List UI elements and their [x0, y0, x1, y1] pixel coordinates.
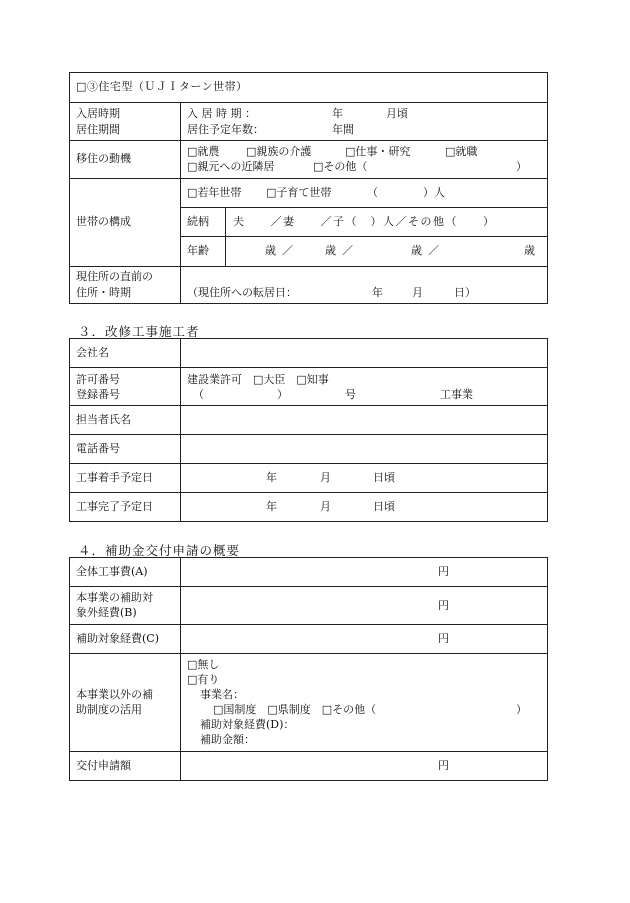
- row-divider: [69, 140, 548, 141]
- age-unit-2: 歳: [325, 244, 336, 257]
- relocation-month: 月: [412, 286, 423, 299]
- age-slash-3: ／: [428, 244, 439, 257]
- age-slash-1: ／: [282, 244, 293, 257]
- end-year: 年: [266, 500, 277, 513]
- move-in-month: 月頃: [386, 107, 408, 120]
- age-label: 年齢: [187, 244, 209, 257]
- row-divider: [180, 207, 548, 208]
- age-unit-3: 歳: [411, 244, 422, 257]
- row-divider: [69, 434, 548, 435]
- total-cost-label: 全体工事費(A): [76, 565, 148, 578]
- excluded-cost-yen: 円: [438, 599, 449, 612]
- column-divider: [180, 557, 181, 781]
- other-program-label-2: 助制度の活用: [76, 703, 142, 716]
- section3-heading: ３．改修工事施工者: [78, 324, 200, 339]
- start-year: 年: [266, 471, 277, 484]
- project-name-label: 事業名：: [200, 688, 244, 701]
- permit-number-unit: 号: [345, 388, 356, 401]
- motive-job-checkbox[interactable]: □就職: [445, 145, 478, 158]
- end-date-label: 工事完了予定日: [76, 500, 153, 513]
- relocation-day: 日）: [454, 286, 476, 299]
- other-yes-checkbox[interactable]: □有り: [187, 673, 220, 686]
- column-divider: [180, 102, 181, 304]
- column-divider: [180, 338, 181, 522]
- row-divider: [69, 405, 548, 406]
- relation-text: 夫 ／妻 ／子（ ）人／その他（ ）: [233, 215, 496, 228]
- age-unit-1: 歳: [265, 244, 276, 257]
- row-divider: [69, 624, 548, 625]
- registration-number-label: 登録番号: [76, 388, 120, 401]
- residence-period-label: 居住期間: [76, 123, 120, 136]
- request-amount-yen: 円: [438, 759, 449, 772]
- age-slash-2: ／: [342, 244, 353, 257]
- end-day: 日頃: [373, 500, 395, 513]
- move-in-year: 年: [332, 107, 343, 120]
- excluded-cost-label-2: 象外経費(B): [76, 606, 137, 619]
- row-divider: [69, 751, 548, 752]
- contact-person-label: 担当者氏名: [76, 413, 131, 426]
- row-divider: [69, 463, 548, 464]
- other-none-checkbox[interactable]: □無し: [187, 658, 220, 671]
- child-household-checkbox[interactable]: □子育て世帯: [266, 186, 332, 199]
- young-household-checkbox[interactable]: □若年世帯: [187, 186, 242, 199]
- permit-close-paren: ）: [277, 388, 288, 401]
- motive-farming-checkbox[interactable]: □就農: [187, 145, 220, 158]
- previous-address-label: 現住所の直前の: [76, 270, 153, 283]
- phone-label: 電話番号: [76, 442, 120, 455]
- end-month: 月: [320, 500, 331, 513]
- motive-care-checkbox[interactable]: □親族の介護: [246, 145, 312, 158]
- previous-address-label-2: 住所・時期: [76, 286, 131, 299]
- relation-label: 続柄: [187, 215, 209, 228]
- move-in-date-text: 入 居 時 期 ：: [187, 107, 256, 120]
- permit-open-paren: （: [193, 388, 204, 401]
- residence-years-text: 居住予定年数：: [187, 123, 264, 136]
- age-unit-4: 歳: [524, 244, 535, 257]
- row-divider: [69, 367, 548, 368]
- excluded-cost-label: 本事業の補助対: [76, 591, 153, 604]
- motive-other-checkbox[interactable]: □その他（: [313, 160, 368, 173]
- row-divider: [69, 102, 548, 103]
- start-date-label: 工事着手予定日: [76, 471, 153, 484]
- motive-work-checkbox[interactable]: □仕事・研究: [345, 145, 411, 158]
- household-persons: ）人: [423, 186, 445, 199]
- request-amount-label: 交付申請額: [76, 759, 131, 772]
- residence-years-unit: 年間: [332, 123, 354, 136]
- section4-heading: ４．補助金交付申請の概要: [78, 543, 241, 558]
- relocation-year: 年: [372, 286, 383, 299]
- row-divider: [69, 492, 548, 493]
- start-day: 日頃: [373, 471, 395, 484]
- row-divider: [69, 178, 548, 179]
- program-other-close: ）: [516, 703, 527, 716]
- column-divider: [225, 207, 226, 266]
- business-type: 工事業: [440, 388, 473, 401]
- row-divider: [69, 653, 548, 654]
- housing-type-checkbox[interactable]: □③住宅型（ＵＪＩターン世帯）: [76, 80, 248, 93]
- household-label: 世帯の構成: [76, 215, 131, 228]
- row-divider: [69, 586, 548, 587]
- program-type-checkboxes[interactable]: □国制度 □県制度 □その他（: [213, 703, 377, 716]
- start-month: 月: [320, 471, 331, 484]
- motive-label: 移住の動機: [76, 152, 131, 165]
- company-label: 会社名: [76, 346, 109, 359]
- row-divider: [180, 236, 548, 237]
- motive-other-close: ）: [516, 160, 527, 173]
- permit-type-checkboxes[interactable]: 建設業許可 □大臣 □知事: [187, 373, 329, 386]
- eligible-cost-yen: 円: [438, 632, 449, 645]
- household-open-paren: （: [367, 186, 378, 199]
- eligible-cost-label: 補助対象経費(C): [76, 632, 159, 645]
- permit-number-label: 許可番号: [76, 373, 120, 386]
- subsidy-amount-label: 補助金額：: [200, 733, 255, 746]
- relocation-date-text: （現住所への転居日：: [187, 286, 297, 299]
- row-divider: [69, 266, 548, 267]
- motive-near-parents-checkbox[interactable]: □親元への近隣居: [187, 160, 275, 173]
- other-program-label: 本事業以外の補: [76, 688, 153, 701]
- eligible-d-label: 補助対象経費(D)：: [200, 718, 295, 731]
- move-in-label: 入居時期: [76, 107, 120, 120]
- total-cost-yen: 円: [438, 565, 449, 578]
- contractor-table: [69, 338, 548, 522]
